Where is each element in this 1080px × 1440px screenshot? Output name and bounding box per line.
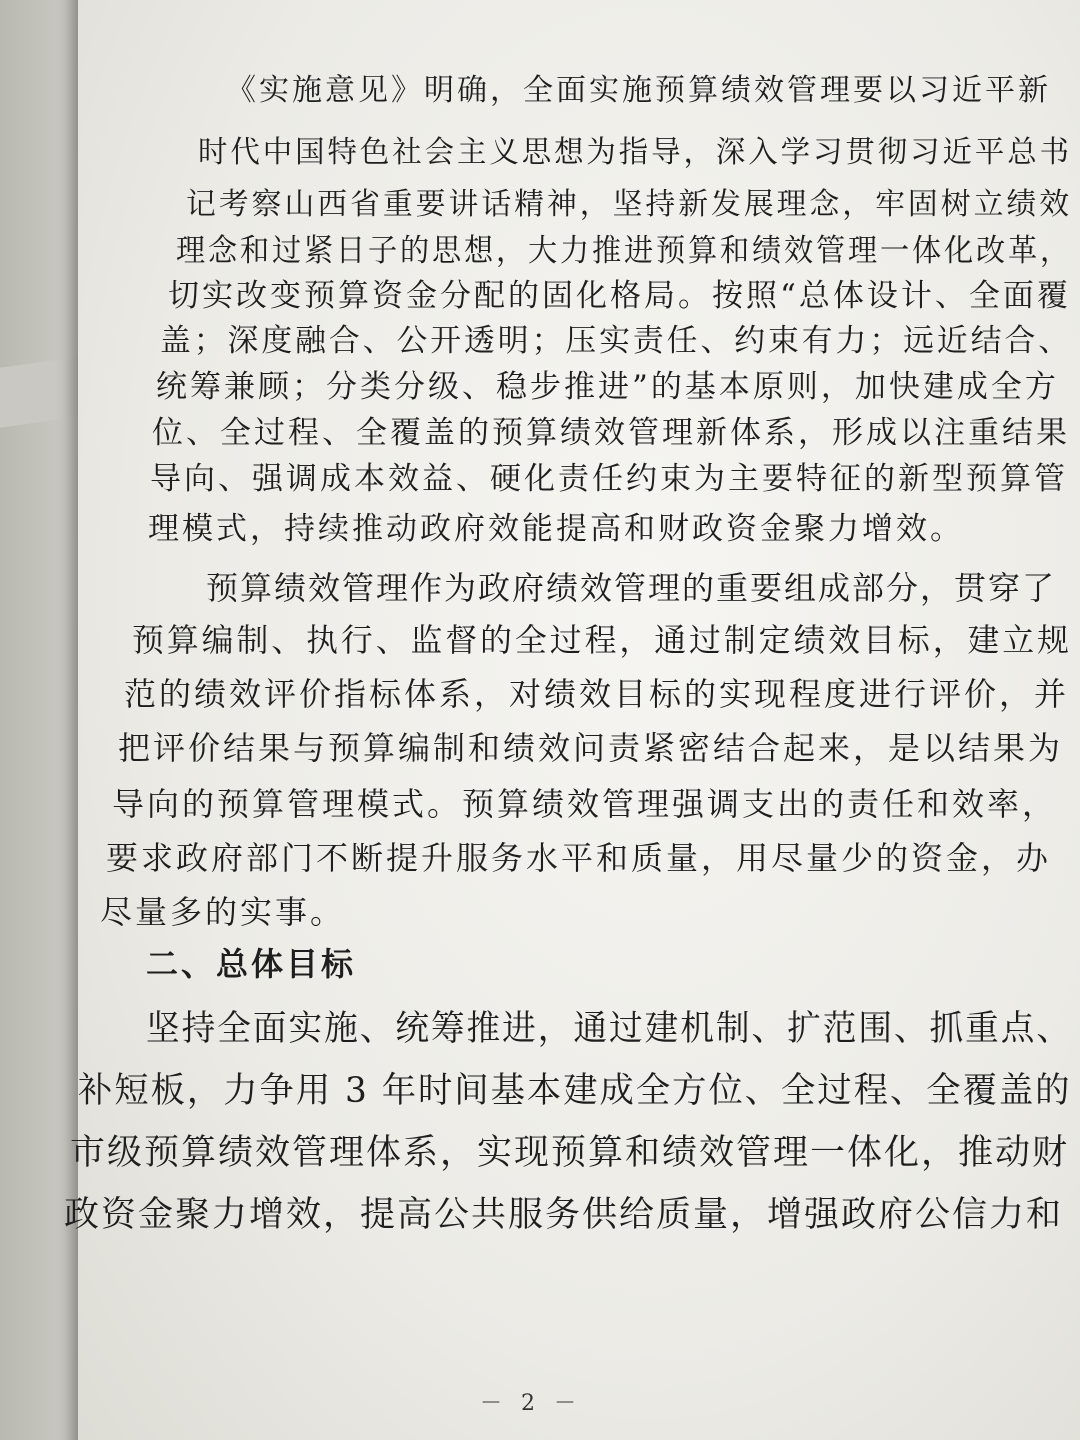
text-line: 导向、强调成本效益、硬化责任约束为主要特征的新型预算管 (150, 461, 1068, 497)
text-line: 盖；深度融合、公开透明；压实责任、约束有力；远近结合、 (160, 323, 1073, 359)
text-line: 补短板，力争用 3 年时间基本建成全方位、全过程、全覆盖的 (78, 1071, 1072, 1111)
text-line: 尽量多的实事。 (100, 893, 346, 931)
text-line: 范的绩效评价指标体系，对绩效目标的实现程度进行评价，并 (124, 675, 1070, 713)
text-line: 位、全过程、全覆盖的预算绩效管理新体系，形成以注重结果 (152, 415, 1070, 451)
text-line: 坚持全面实施、统筹推进，通过建机制、扩范围、抓重点、 (146, 1009, 1073, 1049)
page-number: － 2 － (480, 1391, 582, 1416)
text-line: 时代中国特色社会主义思想为指导，深入学习贯彻习近平总书 (198, 135, 1072, 170)
text-line: 预算绩效管理作为政府绩效管理的重要组成部分，贯穿了 (206, 569, 1057, 607)
text-line: 统筹兼顾；分类分级、稳步推进”的基本原则，加快建成全方 (156, 369, 1059, 405)
text-line: 要求政府部门不断提升服务水平和质量，用尽量少的资金，办 (106, 839, 1052, 877)
text-line: 切实改变预算资金分配的固化格局。按照“总体设计、全面覆 (168, 278, 1071, 314)
text-line: 导向的预算管理模式。预算绩效管理强调支出的责任和效率， (112, 785, 1058, 823)
text-line: 预算编制、执行、监督的全过程，通过制定绩效目标，建立规 (132, 621, 1073, 659)
text-line: 记考察山西省重要讲话精神，坚持新发展理念，牢固树立绩效 (186, 187, 1073, 222)
text-line: 政资金聚力增效，提高公共服务供给质量，增强政府公信力和 (64, 1195, 1064, 1235)
text-line: 把评价结果与预算编制和绩效问责紧密结合起来，是以结果为 (118, 729, 1064, 767)
text-line: 《实施意见》明确，全面实施预算绩效管理要以习近平新 (226, 73, 1051, 108)
section-heading: 二、总体目标 (146, 945, 357, 983)
text-line: 理模式，持续推动政府效能提高和财政资金聚力增效。 (148, 511, 964, 547)
text-line: 市级预算绩效管理体系，实现预算和绩效管理一体化，推动财 (70, 1133, 1070, 1173)
text-line: 理念和过紧日子的思想，大力推进预算和绩效管理一体化改革， (176, 233, 1073, 269)
